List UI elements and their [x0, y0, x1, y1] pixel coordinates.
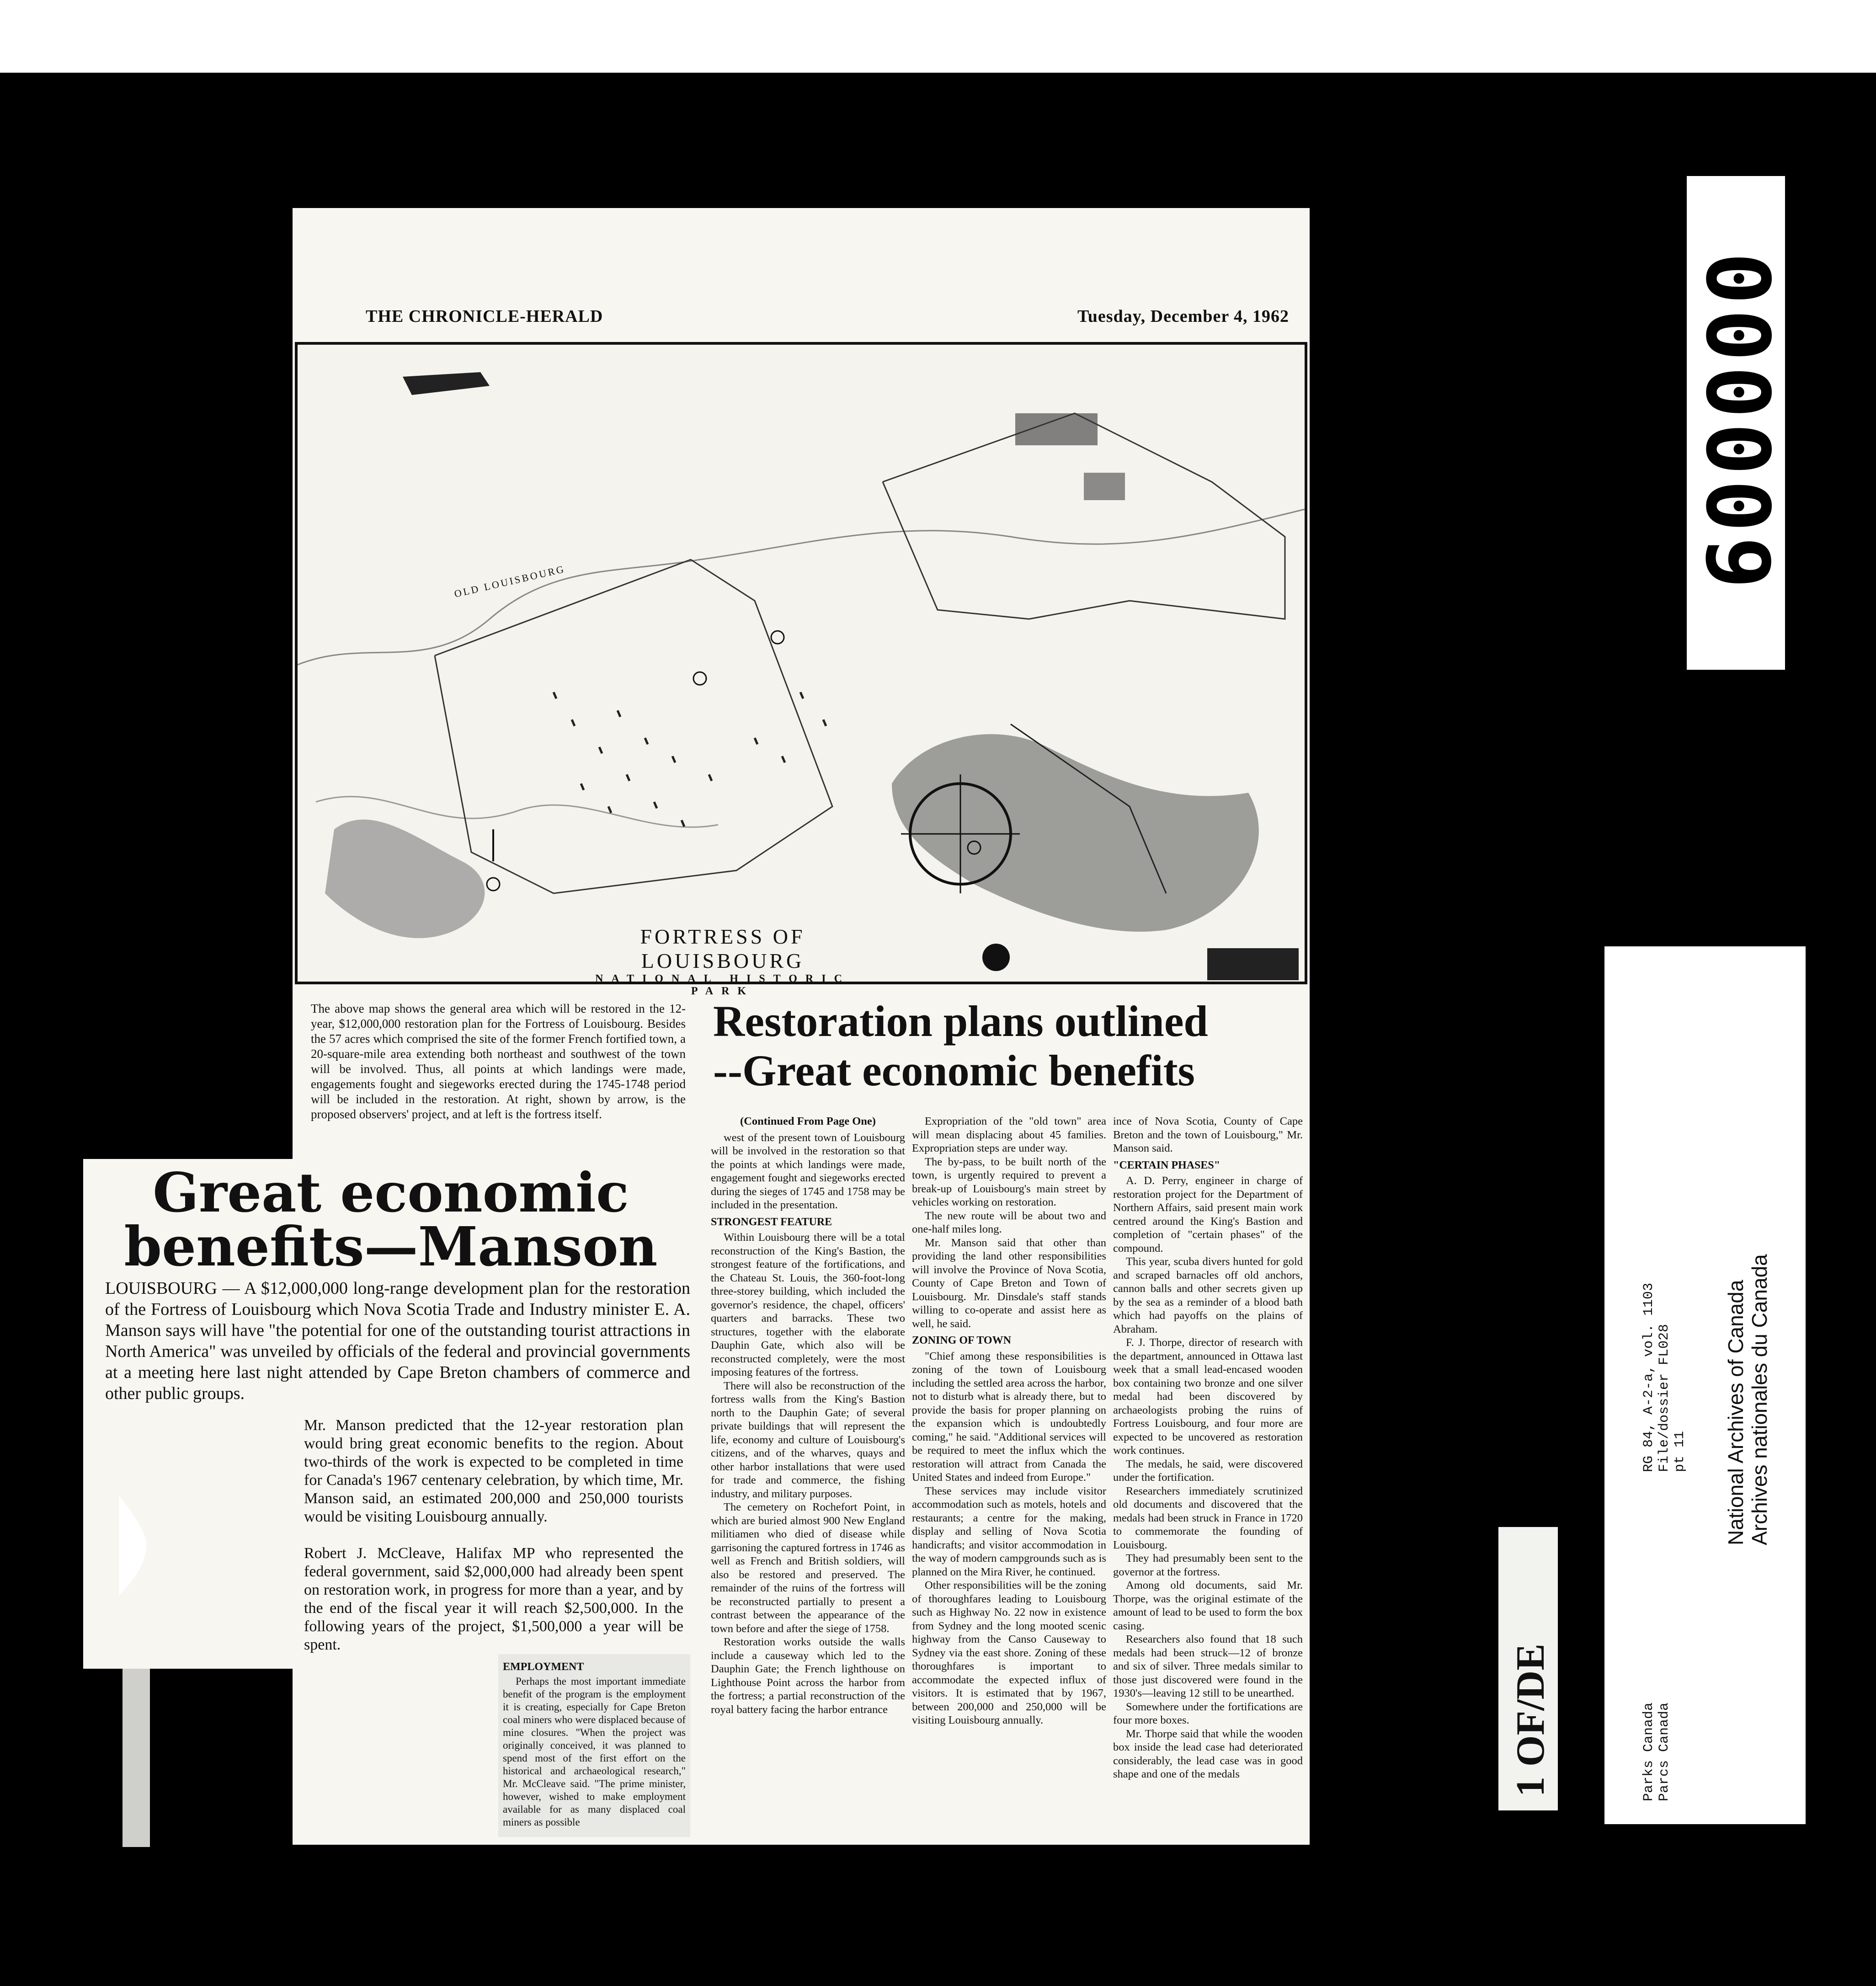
subheading-certain-phases: "CERTAIN PHASES": [1113, 1159, 1220, 1171]
subheading-zoning-of-town: ZONING OF TOWN: [912, 1335, 1011, 1346]
clipping-headline-line-2: benefits—Manson: [124, 1215, 658, 1278]
frame-number: 000009: [1687, 252, 1788, 594]
column-paragraph: Within Louisbourg there will be a total reconstruction of the King's Bastion, the strongest feature of the fortifications, and the Chateau St. Louis, the 360-foot-long three-storey building, which included the governor's residence, the chapel, officers' quarters and barracks. These two structures, together with the elaborate Dauphin Gate, which also will be reconstructed completely, were the most imposing features of the fortress.: [711, 1231, 905, 1378]
headline-line-2: --Great economic benefits: [713, 1046, 1195, 1095]
column-paragraph: Expropriation of the "old town" area will mean displacing about 45 families. Expropriation steps are under way.: [912, 1115, 1106, 1154]
map-label-old-louisbourg: OLD LOUISBOURG: [453, 563, 567, 600]
label-reference: RG 84, A-2-a, vol. 1103: [1641, 1282, 1657, 1472]
column-paragraph: The medals, he said, were discovered under the fortification.: [1113, 1457, 1303, 1484]
column-paragraph: Among old documents, said Mr. Thorpe, was the original estimate of the amount of lead to be used to form the box casing.: [1113, 1579, 1303, 1632]
map-title: FORTRESS OF LOUISBOURG: [640, 925, 805, 972]
label-archives-en: National Archives of Canada: [1724, 1280, 1748, 1545]
column-paragraph: Researchers immediately scrutinized old documents and discovered that the medals had been struck in France in 1720 to commemorate the founding of Louisbourg.: [1113, 1484, 1303, 1551]
map-drawing: [298, 345, 1305, 982]
top-border: [0, 0, 1876, 75]
column-paragraph: "Chief among these responsibilities is zoning of the town of Louisbourg including the settled area across the harbor, not to disturb what is already there, but to provide the basis for proper planning on the expansion which is undoubtedly coming," he said. "Additional services will be required to meet the influx which the restoration will attract from Canada the United States and indeed from Europe.": [912, 1350, 1106, 1484]
subheading-employment: EMPLOYMENT: [503, 1661, 584, 1673]
column-paragraph: This year, scuba divers hunted for gold and scraped barnacles off old anchors, cannon balls and other secrets given up by the sea as a reminder of a blood bath which had payoffs on the plains of Abraham.: [1113, 1255, 1303, 1335]
label-parks-fr: Parcs Canada: [1657, 1702, 1672, 1801]
newspaper-date: Tuesday, December 4, 1962: [1077, 307, 1289, 326]
column-paragraph: The new route will be about two and one-half miles long.: [912, 1209, 1106, 1235]
column-paragraph: Somewhere under the fortifications are four more boxes.: [1113, 1700, 1303, 1726]
column-paragraph: Other responsibilities will be the zoning of thoroughfares leading to Louisbourg such as Highway No. 22 now in existence from Sydney and the long mooted scenic highway from the Canso Causeway to Sydney via the east shore. Zoning of these thoroughfares is important to accommodate the expected influx of visitors. It is estimated that by 1967, between 200,000 and 250,000 will be visiting Louisbourg annually.: [912, 1579, 1106, 1726]
label-archives-fr: Archives nationales du Canada: [1748, 1254, 1771, 1545]
masthead: [366, 306, 1289, 334]
column-paragraph: Restoration works outside the walls include a causeway which led to the Dauphin Gate; the French lighthouse on Lighthouse Point across the harbor from the fortress; a partial reconstruction of the royal battery facing the harbor entrance: [711, 1636, 905, 1716]
employment-clipping: [498, 1654, 690, 1837]
article-column-1: [711, 1115, 905, 1716]
continued-note: (Continued From Page One): [740, 1115, 876, 1127]
article-column-2: [912, 1115, 1106, 1727]
column-paragraph: Mr. Thorpe said that while the wooden box inside the lead case had deteriorated considerably, the lead case was in good shape and one of the medals: [1113, 1727, 1303, 1780]
clipping-paragraph: Robert J. McCleave, Halifax MP who represented the federal government, said $2,000,000 had already been spent on restoration work, in progress for more than a year, and by the end of the fiscal year it will reach $2,500,000. In the following years of the project, $1,500,000 a year will be spent.: [304, 1545, 683, 1653]
map-title-block: [563, 924, 883, 998]
column-paragraph: There will also be reconstruction of the fortress walls from the King's Bastion north to the Dauphin Gate; of several private buildings that will represent the life, economy and culture of Louisbourg's citizens, and of the wharves, quays and other harbor installations that were used for trade and commerce, the fishing industry, and military purposes.: [711, 1379, 905, 1500]
label-parks-en: Parks Canada: [1641, 1702, 1657, 1801]
main-headline: [713, 997, 1294, 1095]
column-paragraph: The cemetery on Rochefort Point, in which are buried almost 900 New England militiamen who died of disease while garrisoning the captured fortress in 1746 as well as French and British soldiers, will also be restored and preserved. The remainder of the ruins of the fortress will be reconstructed partially to present a contrast between the appearance of the town before and after the siege of 1758.: [711, 1501, 905, 1635]
clipping-lede: LOUISBOURG — A $12,000,000 long-range development plan for the restoration of the Fortress of Louisbourg which Nova Scotia Trade and Industry minister E. A. Manson says will have "the potential for one of the outstanding tourist attractions in North America" was unveiled by officials of the federal and provincial governments at a meeting here last night attended by Cape Breton chambers of commerce and other public groups.: [105, 1279, 690, 1403]
reel-marker: [1498, 1527, 1558, 1810]
archive-label: [1604, 946, 1806, 1824]
map-subtitle: NATIONAL HISTORIC PARK: [595, 973, 850, 997]
column-paragraph: A. D. Perry, engineer in charge of restoration project for the Department of Northern Affairs, said present main work centred around the King's Bastion and completion of "certain phases" of the compound.: [1113, 1175, 1303, 1255]
column-paragraph: F. J. Thorpe, director of research with the department, announced in Ottawa last week that a small lead-encased wooden box containing two bronze and one silver medal had been discovered by archaeologists probing the ruins of Fortress Louisbourg, and four more are expected to be uncovered as restoration work continues.: [1113, 1336, 1303, 1457]
reel-marker-text: 1 OF/DE: [1508, 1644, 1553, 1797]
column-paragraph: Researchers also found that 18 such medals had been struck—12 of bronze and six of silver. Three medals similar to those just discovered were found in the 1930's—leaving 12 still to be unearthed.: [1113, 1633, 1303, 1699]
article-column-3: [1113, 1115, 1303, 1781]
label-file: File/dossier FL028: [1657, 1324, 1672, 1472]
column-paragraph: Mr. Manson said that other than providing the land other responsibilities will involve the Province of Nova Scotia, County of Cape Breton and Town of Louisbourg. Mr. Dinsdale's staff stands willing to co-operate and assist here as well, he said.: [912, 1236, 1106, 1330]
film-cut-marker: [114, 1486, 151, 1605]
employment-paragraph: Perhaps the most important immediate benefit of the program is the employment it is creating, especially for Cape Breton coal miners who were displaced because of mine closures. "When the project was originally conceived, it was planned to spend most of the first effort on the historical and archaeological research," Mr. McCleave said. "The prime minister, however, wished to make employment available for as many displaced coal miners as possible: [503, 1676, 686, 1828]
clipping-headline: [89, 1161, 693, 1278]
clipping-headline-line-1: Great economic: [153, 1161, 629, 1224]
column-paragraph: west of the present town of Louisbourg will be involved in the restoration so that the points at which landings were made, engagement fought and siegeworks erected during the sieges of 1745 and 1758 may be included in the presentation.: [711, 1131, 905, 1211]
headline-line-1: Restoration plans outlined: [713, 997, 1208, 1046]
frame-number-stamp: [1687, 176, 1788, 670]
column-paragraph: The by-pass, to be built north of the town, is urgently required to prevent a break-up of Louisbourg's main street by vehicles working on restoration.: [912, 1155, 1106, 1208]
column-paragraph: These services may include visitor accommodation such as motels, hotels and restaurants; a centre for the making, display and selling of Nova Scotia handicrafts; and visitor accommodation in the way of modern campgrounds such as is planned on the Mira River, he continued.: [912, 1484, 1106, 1578]
clipping-paragraph: Mr. Manson predicted that the 12-year restoration plan would bring great economic benefits to the region. About two-thirds of the work is expected to be completed in time for Canada's 1967 centenary celebration, by which time, Mr. Manson said, an estimated 200,000 and 250,000 tourists would be visiting Louisbourg annually.: [304, 1417, 683, 1525]
fortress-map: [295, 342, 1307, 997]
newspaper-name: THE CHRONICLE-HERALD: [366, 307, 603, 326]
map-caption: The above map shows the general area which will be restored in the 12-year, $12,000,000 restoration plan for the Fortress of Louisbourg. Besides the 57 acres which comprised the site of the former French fortified town, a 20-square-mile area extending both northeast and southwest of the town will be involved. Thus, all points at which landings were made, engagements fought and siegeworks erected during the 1745-1748 period will be included in the restoration. At right, shown by arrow, is the proposed observers' project, and at left is the fortress itself.: [311, 1002, 686, 1121]
subheading-strongest-feature: STRONGEST FEATURE: [711, 1216, 832, 1228]
column-paragraph: ince of Nova Scotia, County of Cape Breton and the town of Louisbourg," Mr. Manson said.: [1113, 1115, 1303, 1154]
column-paragraph: They had presumably been sent to the governor at the fortress.: [1113, 1552, 1303, 1578]
label-part: pt 11: [1672, 1431, 1688, 1472]
